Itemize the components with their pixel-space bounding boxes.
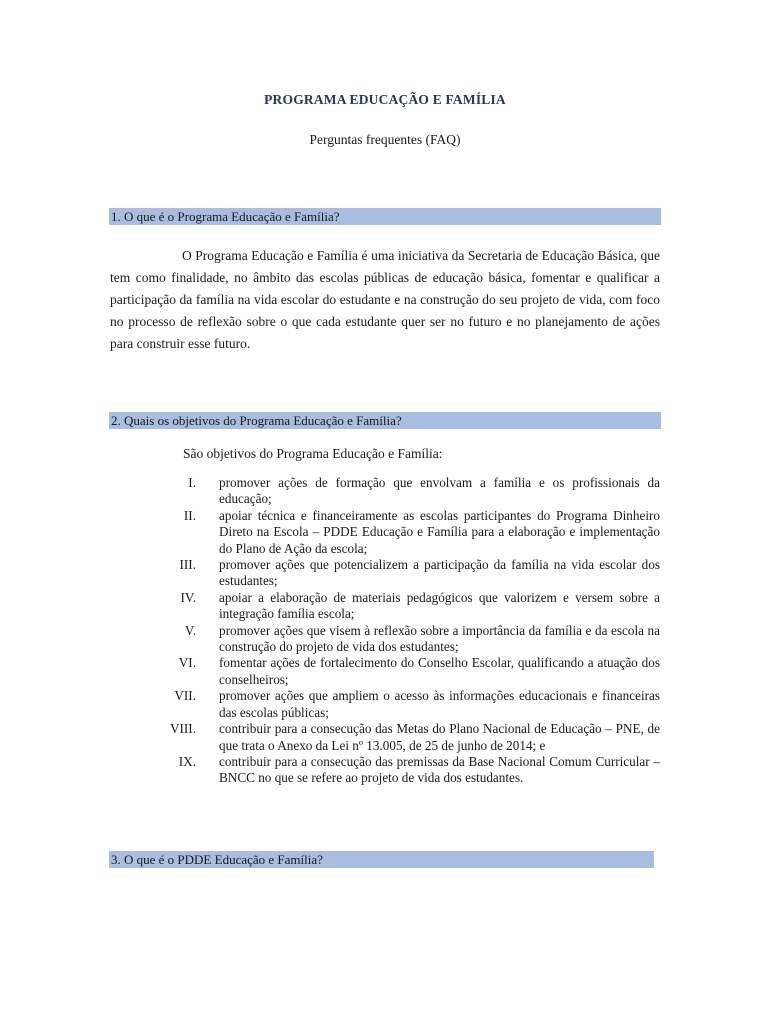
- list-item-number: V.: [184, 622, 196, 638]
- section-1-heading: 1. O que é o Programa Educação e Família?: [109, 208, 661, 225]
- list-item-text: contribuir para a consecução das premissas da Base Nacional Comum Curricular – BNCC no que se refere ao projeto de vida dos estudantes.: [219, 753, 660, 786]
- section-3-heading: 3. O que é o PDDE Educação e Família?: [109, 851, 654, 868]
- list-item: [150, 557, 660, 590]
- list-item-number: III.: [179, 557, 196, 573]
- list-item-text: fomentar ações de fortalecimento do Conselho Escolar, qualificando a atuação dos conselheiros;: [219, 655, 660, 687]
- list-item-number: IV.: [180, 589, 196, 605]
- list-item-text: apoiar técnica e financeiramente as escolas participantes do Programa Dinheiro Direto na Escola – PDDE Educação e Família para a elaboração e implementação do Plano de Ação da escola;: [219, 507, 660, 556]
- list-item: [150, 688, 660, 721]
- list-item: [150, 623, 660, 656]
- list-item-number: IX.: [178, 753, 196, 769]
- objectives-list: [150, 475, 660, 787]
- document-subtitle: Perguntas frequentes (FAQ): [309, 132, 461, 147]
- list-item: [150, 590, 660, 623]
- list-item-number: II.: [183, 507, 196, 523]
- section-2-heading: 2. Quais os objetivos do Programa Educação e Família?: [109, 412, 661, 429]
- list-item-text: apoiar a elaboração de materiais pedagógicos que valorizem e versem sobre a integração família escola;: [219, 589, 660, 622]
- list-item-text: promover ações de formação que envolvam a família e os profissionais da educação;: [219, 475, 660, 507]
- list-item: [150, 655, 660, 688]
- section-2-intro: São objetivos do Programa Educação e Família:: [183, 446, 443, 461]
- list-item-number: VI.: [178, 655, 196, 671]
- list-item: [150, 721, 660, 754]
- list-item-text: contribuir para a consecução das Metas do Plano Nacional de Educação – PNE, de que trata o Anexo da Lei nº 13.005, de 25 de junho de 2014; e: [219, 721, 660, 753]
- list-item-text: promover ações que ampliem o acesso às informações educacionais e financeiras das escolas públicas;: [219, 688, 660, 720]
- list-item: [150, 754, 660, 787]
- list-item-text: promover ações que visem à reflexão sobre a importância da família e da escola na construção do projeto de vida dos estudantes;: [219, 622, 660, 655]
- section-1-paragraph-text: O Programa Educação e Família é uma iniciativa da Secretaria de Educação Básica, que tem como finalidade, no âmbito das escolas públicas de educação básica, fomentar e qualificar a participação da família na vida escolar do estudante e na construção do seu projeto de vida, com foco no processo de reflexão sobre o que cada estudante quer ser no futuro e no planejamento de ações para construir esse futuro.: [110, 248, 660, 351]
- list-item: [150, 475, 660, 508]
- list-item: [150, 508, 660, 557]
- document-title: PROGRAMA EDUCAÇÃO E FAMÍLIA: [264, 92, 506, 107]
- section-1-paragraph: [110, 245, 660, 355]
- list-item-number: I.: [188, 475, 196, 490]
- list-item-number: VII.: [174, 688, 196, 704]
- list-item-text: promover ações que potencializem a participação da família na vida escolar dos estudantes;: [219, 557, 660, 589]
- list-item-number: VIII.: [170, 721, 196, 737]
